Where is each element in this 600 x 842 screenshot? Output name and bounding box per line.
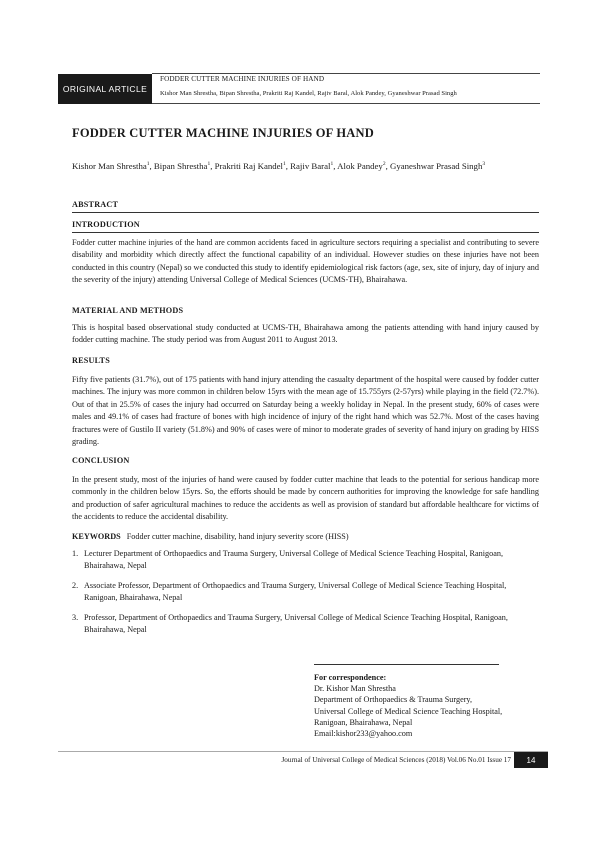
page-number-box — [514, 752, 548, 768]
running-authors: Kishor Man Shrestha, Bipan Shrestha, Prakriti Raj Kandel, Rajiv Baral, Alok Pandey, Gyaneshwar Prasad Singh — [160, 90, 457, 97]
keywords-label: KEYWORDS — [72, 532, 121, 541]
conclusion-heading: CONCLUSION — [72, 456, 130, 465]
introduction-rule — [72, 232, 539, 233]
journal-citation: Journal of Universal College of Medical Sciences (2018) Vol.06 No.01 Issue 17 — [281, 756, 511, 764]
affiliation-text: Associate Professor, Department of Orthopaedics and Trauma Surgery, Universal College of Medical Science Teaching Hospital, Ranigoan, Bhairahawa, Nepal — [84, 581, 507, 603]
author-name: Alok Pandey — [337, 161, 383, 171]
correspondence-email: Email:kishor233@yahoo.com — [314, 729, 413, 739]
author-name: Prakriti Raj Kandel — [214, 161, 283, 171]
introduction-text: Fodder cutter machine injuries of the hand are common accidents faced in agriculture sectors requiring a specialist and contributing to severe disability and morbidity which directly affect the functional capability of an individual. However studies on these injuries have not been conducted in this country (Nepal) so we conducted this study to identify epidemiological risk factors (age, sex, site of injury, day of injury and the severity of the injury) attending Universal College of Medical Sciences (UCMS-TH), Bhairahawa. — [72, 238, 539, 285]
conclusion-text: In the present study, most of the injuries of hand were caused by fodder cutter machine that leads to the potential for serious handicap more commonly in the children below 15yrs. So, the efforts should be made by concern authorities for improving the knowledge for safe handling and production of safer agricultural machines to reduce the accidents as well as provision of standard but affordable healthcare for victims of the accidents to reduce the accidental disability. — [72, 475, 539, 522]
affiliation-text: Lecturer Department of Orthopaedics and Trauma Surgery, Universal College of Medical Science Teaching Hospital, Ranigoan, Bhairahawa, Nepal — [84, 549, 503, 571]
results-text: Fifty five patients (31.7%), out of 175 patients with hand injury attending the casualty department of the hospital were caused by fodder cutter machines. The injury was more common in children below 15yrs with the mean age of 15.755yrs (2-57yrs) while playing in the field (72.7%). Out of that in 25.5% of cases the injury had occurred on Saturday being a weekly holiday in Nepal. In the present study, 60% of cases were males and 49.1% of cases had fracture of bones with high incidence of injury of the right hand which was 52.7%. Most of the cases having fractures were of Gustilo II variety (51.8%) and 90% of cases were of minor to moderate grades of severity of hand injury on grading by HISS grading. — [72, 375, 539, 447]
abstract-rule — [72, 212, 539, 213]
author-list: Kishor Man Shrestha$^1$, Bipan Shrestha$^1$, Prakriti Raj Kandel$^1$, Rajiv Baral$^1$, Alok Pandey$^2$, Gyaneshwar Prasad Singh$^3$ — [72, 161, 486, 171]
author-affiliation-sup: 1 — [207, 161, 211, 168]
author-name: Bipan Shrestha — [153, 161, 208, 171]
footer-rule — [58, 751, 548, 752]
author-affiliation-sup: 3 — [482, 161, 486, 168]
page-number: 14 — [526, 755, 536, 765]
author-affiliation-sup: 1 — [146, 161, 150, 168]
keywords-line — [72, 532, 349, 541]
affiliation-number: 2. — [72, 581, 79, 590]
correspondence-rule — [314, 664, 499, 665]
article-type-label: ORIGINAL ARTICLE — [62, 84, 148, 94]
article-type-badge — [58, 74, 152, 104]
author-affiliation-sup: 1 — [330, 161, 334, 168]
correspondence-line: Department of Orthopaedics & Trauma Surgery, — [314, 695, 473, 705]
methods-heading: MATERIAL AND METHODS — [72, 306, 184, 315]
author-affiliation-sup: 1 — [283, 161, 286, 168]
author-name: Kishor Man Shrestha — [72, 161, 147, 171]
correspondence-line: Universal College of Medical Science Teaching Hospital, — [314, 706, 503, 716]
author-name: Rajiv Baral — [290, 161, 331, 171]
affiliation-text: Professor, Department of Orthopaedics and Trauma Surgery, Universal College of Medical Science Teaching Hospital, Ranigoan, Bhairahawa, Nepal — [84, 613, 508, 635]
affiliation-item — [72, 612, 539, 637]
correspondence-line: Dr. Kishor Man Shrestha — [314, 684, 396, 694]
keywords-text: Fodder cutter machine, disability, hand injury severity score (HISS) — [126, 532, 349, 541]
author-name: Gyaneshwar Prasad Singh — [390, 161, 483, 171]
author-affiliation-sup: 2 — [382, 161, 386, 168]
correspondence-line: Ranigoan, Bhairahawa, Nepal — [314, 717, 413, 727]
header-bottom-rule — [152, 103, 540, 104]
affiliation-number: 3. — [72, 613, 79, 622]
correspondence-block — [314, 672, 502, 739]
running-title: FODDER CUTTER MACHINE INJURIES OF HAND — [160, 75, 325, 83]
header-top-rule — [152, 73, 540, 74]
abstract-heading: ABSTRACT — [72, 200, 119, 209]
introduction-heading: INTRODUCTION — [72, 220, 140, 229]
affiliation-number: 1. — [72, 549, 79, 558]
methods-text: This is hospital based observational study conducted at UCMS-TH, Bhairahawa among the patients attending with hand injury caused by fodder cutting machine. The study period was from August 2011 to August 2013. — [72, 323, 539, 345]
affiliation-item — [72, 580, 539, 605]
article-title: FODDER CUTTER MACHINE INJURIES OF HAND — [72, 126, 374, 140]
affiliation-item — [72, 548, 539, 573]
results-heading: RESULTS — [72, 356, 110, 365]
correspondence-heading: For correspondence: — [314, 673, 387, 682]
